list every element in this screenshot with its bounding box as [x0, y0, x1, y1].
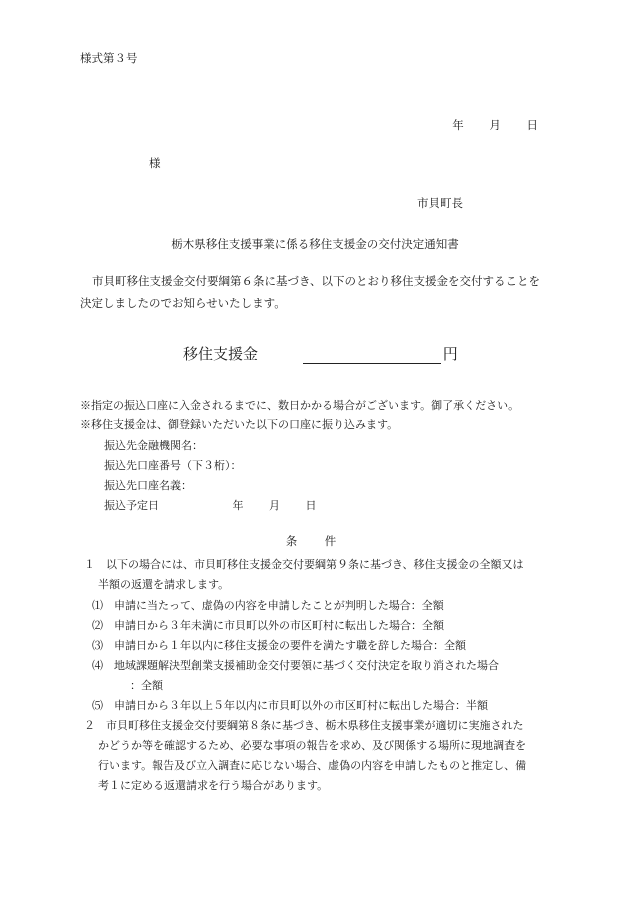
- condition-2-line-1: ２ 市貝町移住支援金交付要綱第８条に基づき、栃木県移住支援事業が適切に実施された: [84, 719, 524, 732]
- account-holder-label: 振込先口座名義：: [104, 479, 192, 492]
- date-month: 月: [489, 118, 501, 132]
- date-year: 年: [452, 118, 464, 132]
- condition-2-line-2: かどうか等を確認するため、必要な事項の報告を求め、及び関係する場所に現地調査を: [98, 739, 527, 752]
- condition-1-sub-5: ⑸ 申請日から３年以上５年以内に市貝町以外の市区町村に転出した場合：半額: [92, 699, 488, 712]
- condition-1-sub-4-cont: ：全額: [130, 679, 163, 692]
- condition-2-line-3: 行います。報告及び立入調査に応じない場合、虚偽の内容を申請したものと推定し、備: [98, 759, 527, 772]
- amount-blank-line: [303, 347, 441, 364]
- document-title: 栃木県移住支援事業に係る移住支援金の交付決定通知書: [171, 237, 459, 251]
- date-day: 日: [526, 118, 538, 132]
- condition-1-sub-1: ⑴ 申請に当たって、虚偽の内容を申請したことが判明した場合：全額: [92, 599, 444, 612]
- condition-2-line-4: 考１に定める返還請求を行う場合があります。: [98, 779, 329, 792]
- addressee-honorific: 様: [149, 156, 161, 170]
- scheduled-month: 月: [269, 499, 280, 512]
- amount-row: [183, 343, 458, 364]
- condition-1-sub-4: ⑷ 地域課題解決型創業支援補助金交付要領に基づく交付決定を取り消された場合: [92, 659, 499, 672]
- scheduled-day: 日: [305, 499, 317, 512]
- body-paragraph: 市貝町移住支援金交付要綱第６条に基づき、以下のとおり移住支援金を交付することを決定しましたのでお知らせいたします。: [80, 274, 541, 310]
- condition-1-line-1: １ 以下の場合には、市貝町移住支援金交付要綱第９条に基づき、移住支援金の全額又は: [84, 558, 524, 571]
- account-number-label: 振込先口座番号（下３桁）：: [104, 459, 242, 472]
- condition-1-sub-2: ⑵ 申請日から３年未満に市貝町以外の市区町村に転出した場合：全額: [92, 619, 444, 632]
- conditions-heading: 条 件: [285, 534, 345, 548]
- amount-unit: 円: [442, 345, 458, 363]
- amount-label: 移住支援金: [183, 345, 259, 363]
- issue-date: [452, 117, 538, 133]
- condition-1-sub-3: ⑶ 申請日から１年以内に移住支援金の要件を満たす職を辞した場合：全額: [92, 639, 466, 652]
- note-transfer-delay: ※指定の振込口座に入金されるまでに、数日かかる場合がございます。御了承ください。: [80, 399, 520, 412]
- form-number: 様式第３号: [80, 51, 138, 65]
- scheduled-date-label: 振込予定日: [104, 499, 159, 512]
- condition-1-line-2: 半額の返還を請求します。: [98, 578, 230, 591]
- note-registered-account: ※移住支援金は、御登録いただいた以下の口座に振り込みます。: [80, 418, 399, 431]
- scheduled-date-row: [104, 497, 317, 513]
- scheduled-year: 年: [232, 499, 244, 512]
- issuer: 市貝町長: [417, 196, 463, 210]
- bank-name-label: 振込先金融機関名：: [104, 439, 203, 452]
